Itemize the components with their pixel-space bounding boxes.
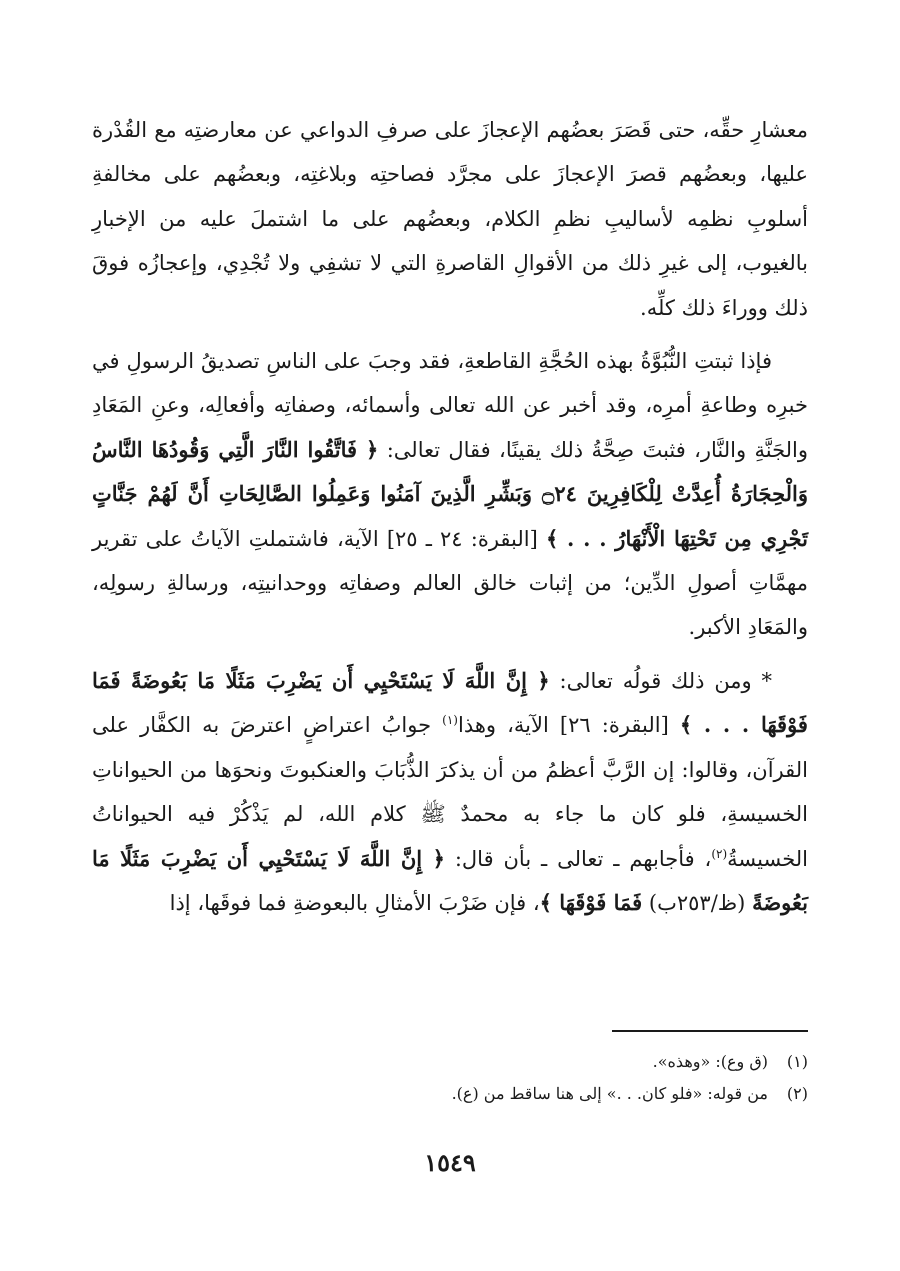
manuscript-marker: (ظ/٢٥٣ب): [648, 890, 746, 915]
quran-verse: ﴿ فَاتَّقُوا النَّارَ الَّتِي وَقُودُهَا النَّاسُ وَالْحِجَارَةُ أُعِدَّتْ لِلْكَافِرِينَ ۝٢٤ وَبَشِّرِ الَّذِينَ آمَنُوا وَعَمِلُوا الصَّالِحَاتِ أَنَّ لَهُمْ جَنَّاتٍ تَجْرِي مِن تَحْتِهَا الْأَنْهَارُ . . . ﴾: [92, 436, 808, 551]
paragraph-text: ، فأجابهم ـ تعالى ـ بأن قال:: [454, 846, 712, 871]
page-number: ١٥٤٩: [424, 1148, 476, 1177]
paragraph-2: [92, 339, 808, 650]
verse-reference: [البقرة: ٢٦]: [559, 713, 669, 738]
paragraph-3: [92, 659, 808, 925]
footnote-number: (١): [786, 1052, 808, 1071]
footnote-separator: [612, 1030, 808, 1032]
footnote-text: من قوله: «فلو كان. . .» إلى هنا ساقط من (ع).: [451, 1084, 768, 1103]
quran-verse: ﴿ إِنَّ اللَّهَ لَا يَسْتَحْيِي أَن يَضْرِبَ مَثَلًا مَا بَعُوضَةً فَمَا فَوْقَهَا . . . ﴾: [92, 667, 808, 738]
paragraph-text: ، فإن ضَرْبَ الأمثالِ بالبعوضةِ فما فوقَها، إذا: [169, 890, 540, 915]
paragraph-1: [92, 108, 808, 330]
footnote-2: [92, 1078, 808, 1110]
footnote-number: (٢): [786, 1084, 808, 1103]
paragraph-text: معشارِ حقِّه، حتى قَصَرَ بعضُهم الإعجازَ على صرفِ الدواعي عن معارضتِه مع القُدْرة عليها، وبعضُهم قصرَ الإعجازَ على مجرَّد فصاحتِه وبلاغتِه، وبعضُهم على مخالفةِ أسلوبِ نظمِه لأساليبِ نظمِ الكلام، وبعضُهم على ما اشتملَ عليه من الإخبارِ بالغيوب، إلى غيرِ ذلك من الأقوالِ القاصرةِ التي لا تشفِي ولا تُجْدِي، وإعجازُه فوقَ ذلك ووراءَ ذلك كلِّه.: [92, 118, 808, 320]
footnote-ref-1[interactable]: (١): [442, 713, 458, 728]
paragraph-text: الآية، فاشتملتِ الآياتُ على تقرير مهمَّاتِ أصولِ الدِّين؛ من إثبات خالق العالم وصفاتِه ووحدانيتِه، ورسالةِ رسولِه، والمَعَادِ الأكبر.: [92, 526, 808, 640]
quran-verse: فَمَا فَوْقَهَا ﴾: [539, 889, 643, 915]
paragraph-text: * ومن ذلك قولُه تعالى:: [559, 668, 773, 693]
footnotes: [92, 1046, 808, 1110]
paragraph-text: جوابُ اعتراضٍ اعترضَ به الكفَّار على القرآن، وقالوا: إن الرَّبَّ أعظمُ من أن يذكرَ الذُّبَابَ والعنكبوتَ ونحوَها من الحيواناتِ الخسيسةِ، فلو كان ما جاء به محمدٌ ﷺ كلام الله، لم يَذْكُرْ فيه الحيواناتُ الخسيسةُ: [92, 713, 808, 871]
footnote-text: (ق وع): «وهذه».: [652, 1052, 768, 1071]
paragraph-text: الآية، وهذا: [457, 713, 549, 738]
paragraph-text: فإذا ثبتتِ النُّبُوَّةُ بهذه الحُجَّةِ القاطعةِ، فقد وجبَ على الناسِ تصديقُ الرسولِ في خبرِه وطاعةِ أمرِه، وقد أخبر عن الله تعالى وأسمائه، وصفاتِه وأفعالِه، وعنِ المَعَادِ والجَنَّةِ والنَّار، فثبتَ صِحَّةُ ذلك يقينًا، فقال تعالى:: [92, 349, 808, 462]
footnote-ref-2[interactable]: (٢): [711, 846, 728, 861]
quran-verse: ﴿ إِنَّ اللَّهَ لَا يَسْتَحْيِي أَن يَضْرِبَ مَثَلًا مَا بَعُوضَةً: [92, 845, 808, 915]
verse-reference: [البقرة: ٢٤ ـ ٢٥]: [386, 526, 538, 551]
footnote-1: [92, 1046, 808, 1078]
